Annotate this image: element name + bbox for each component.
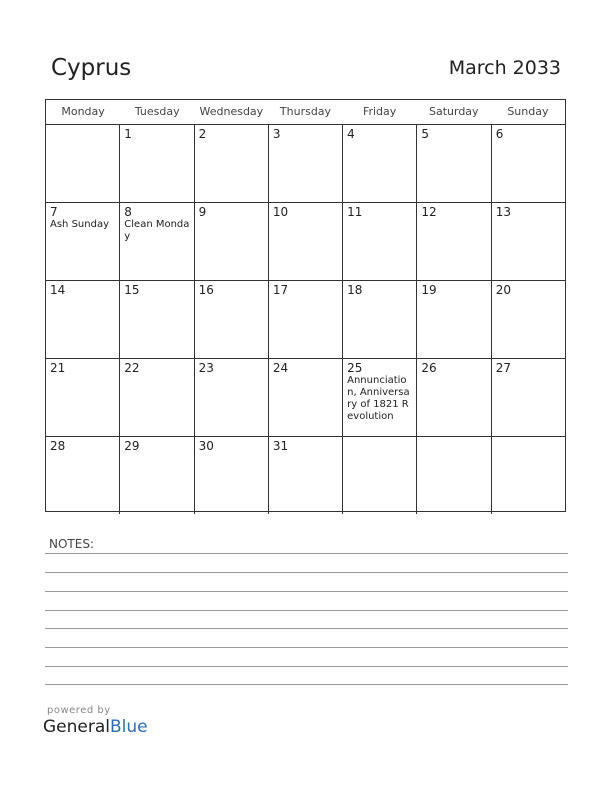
day-number: 16 [198, 283, 214, 297]
notes-line [45, 591, 568, 592]
day-number: 12 [421, 205, 437, 219]
day-cell [492, 203, 565, 280]
weekday-thursday: Thursday [279, 105, 332, 118]
weekday-tuesday: Tuesday [134, 105, 180, 118]
day-cell [195, 359, 269, 436]
day-cell [492, 125, 565, 202]
day-cell [269, 437, 343, 514]
calendar-week-row [46, 359, 565, 437]
weekday-friday: Friday [362, 105, 397, 118]
day-cell [120, 281, 194, 358]
brand-general: General [43, 717, 110, 737]
day-cell [46, 359, 120, 436]
day-number: 3 [272, 127, 281, 141]
day-cell [492, 437, 565, 514]
day-cell [269, 359, 343, 436]
day-number: 30 [198, 439, 214, 453]
weekday-wednesday: Wednesday [199, 105, 264, 118]
day-cell [269, 281, 343, 358]
day-number: 20 [495, 283, 511, 297]
notes-line [45, 572, 568, 573]
brand-blue: Blue [110, 717, 148, 737]
calendar-week-row [46, 437, 565, 514]
day-cell [46, 203, 120, 280]
day-cell [417, 437, 491, 514]
day-cell [46, 125, 120, 202]
day-cell [417, 281, 491, 358]
day-number: 19 [421, 283, 437, 297]
day-cell [269, 125, 343, 202]
weeks-container [46, 125, 565, 514]
day-number: 6 [495, 127, 504, 141]
day-number: 2 [198, 127, 207, 141]
day-cell [417, 203, 491, 280]
day-cell [195, 125, 269, 202]
calendar-month-title: March 2033 [448, 57, 561, 79]
day-number: 1 [124, 127, 132, 141]
notes-line [45, 684, 568, 685]
day-cell [46, 437, 120, 514]
day-number: 14 [50, 283, 66, 297]
day-number: 22 [124, 361, 140, 375]
day-cell [343, 125, 417, 202]
day-number: 7 [50, 205, 58, 219]
day-number: 5 [421, 127, 430, 141]
calendar-week-row [46, 125, 565, 203]
calendar-week-row [46, 203, 565, 281]
notes-line [45, 647, 568, 648]
day-number: 28 [50, 439, 66, 453]
day-number: 8 [124, 205, 132, 219]
day-cell [195, 281, 269, 358]
brand-logo [43, 717, 148, 737]
day-cell [195, 203, 269, 280]
day-number: 17 [272, 283, 289, 297]
holiday-label: Ash Sunday [50, 219, 109, 230]
day-cell [417, 125, 491, 202]
day-cell [120, 437, 194, 514]
weekday-monday: Monday [61, 105, 105, 118]
day-number: 10 [272, 205, 289, 219]
day-cell [120, 359, 194, 436]
powered-by-text: powered by [47, 705, 111, 716]
day-number: 29 [124, 439, 140, 453]
day-number: 31 [272, 439, 289, 453]
day-cell [195, 437, 269, 514]
day-number: 15 [124, 283, 140, 297]
day-number: 21 [50, 361, 66, 375]
calendar-grid [45, 99, 566, 512]
holiday-label: Annunciation, Anniversary of 1821 Revolution [347, 375, 410, 422]
day-number: 24 [272, 361, 289, 375]
notes-line [45, 628, 568, 629]
notes-line [45, 553, 568, 554]
day-cell [343, 359, 417, 436]
day-number: 9 [198, 205, 207, 219]
day-cell [492, 281, 565, 358]
calendar-week-row [46, 281, 565, 359]
day-cell [120, 125, 194, 202]
day-cell [343, 203, 417, 280]
day-number: 13 [495, 205, 511, 219]
day-number: 25 [347, 361, 363, 375]
day-number: 4 [347, 127, 355, 141]
day-cell [343, 281, 417, 358]
weekday-saturday: Saturday [428, 105, 479, 118]
day-number: 18 [347, 283, 363, 297]
weekday-header [46, 100, 565, 125]
day-number: 23 [198, 361, 214, 375]
weekday-sunday: Sunday [507, 105, 549, 118]
calendar-country-title: Cyprus [51, 55, 132, 81]
day-cell [46, 281, 120, 358]
day-cell [343, 437, 417, 514]
notes-label: NOTES: [49, 537, 94, 551]
notes-line [45, 610, 568, 611]
day-number: 26 [421, 361, 437, 375]
day-cell [417, 359, 491, 436]
notes-line [45, 666, 568, 667]
day-cell [269, 203, 343, 280]
day-number: 27 [495, 361, 511, 375]
day-cell [492, 359, 565, 436]
holiday-label: Clean Monday [124, 219, 190, 242]
day-number: 11 [347, 205, 363, 219]
day-cell [120, 203, 194, 280]
